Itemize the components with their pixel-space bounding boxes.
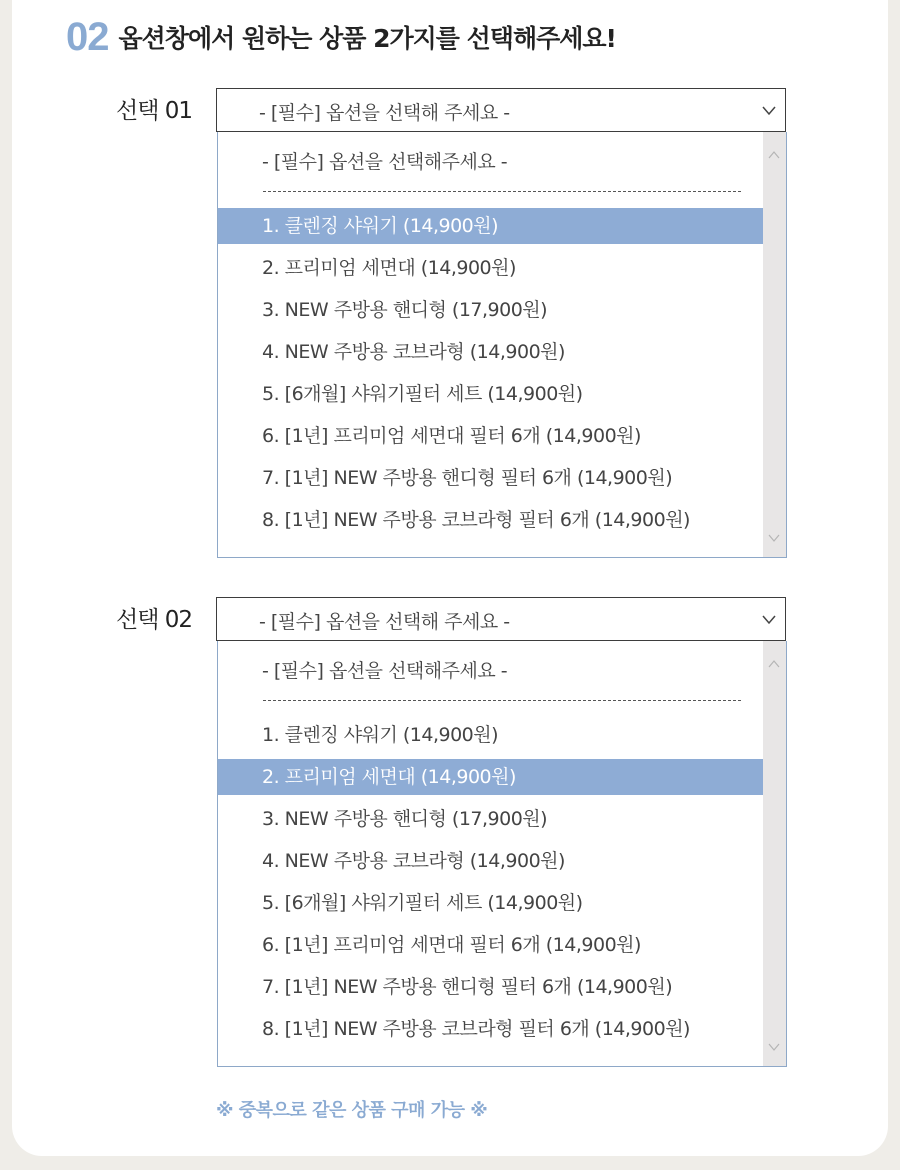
step-header bbox=[66, 14, 616, 60]
scroll-up-icon[interactable] bbox=[768, 659, 780, 669]
selector-label: 선택 01 bbox=[116, 98, 193, 124]
step-title: 옵션창에서 원하는 상품 2가지를 선택해주세요! bbox=[118, 24, 616, 53]
scroll-down-icon[interactable] bbox=[768, 533, 780, 543]
option-list-1 bbox=[217, 132, 787, 558]
placeholder-option[interactable]: - [필수] 옵션을 선택해주세요 - bbox=[262, 151, 508, 173]
scroll-down-icon[interactable] bbox=[768, 1042, 780, 1052]
option-item[interactable]: 6. [1년] 프리미엄 세면대 필터 6개 (14,900원) bbox=[262, 425, 641, 447]
step-number: 02 bbox=[66, 14, 109, 59]
option-select-1[interactable] bbox=[216, 88, 786, 132]
option-select-2[interactable] bbox=[216, 597, 786, 641]
scrollbar[interactable] bbox=[763, 132, 786, 557]
option-item[interactable]: 1. 클렌징 샤워기 (14,900원) bbox=[262, 724, 499, 746]
scroll-up-icon[interactable] bbox=[768, 150, 780, 160]
option-item[interactable]: 8. [1년] NEW 주방용 코브라형 필터 6개 (14,900원) bbox=[262, 1018, 690, 1040]
option-divider bbox=[263, 191, 741, 192]
select-current-value: - [필수] 옵션을 선택해 주세요 - bbox=[259, 102, 510, 124]
option-item[interactable]: 3. NEW 주방용 핸디형 (17,900원) bbox=[262, 808, 548, 830]
option-item[interactable]: 1. 클렌징 샤워기 (14,900원) bbox=[218, 208, 763, 244]
chevron-down-icon bbox=[761, 102, 777, 118]
option-list-2 bbox=[217, 641, 787, 1067]
option-item[interactable]: 4. NEW 주방용 코브라형 (14,900원) bbox=[262, 341, 565, 363]
option-divider bbox=[263, 700, 741, 701]
chevron-down-icon bbox=[761, 611, 777, 627]
option-item[interactable]: 6. [1년] 프리미엄 세면대 필터 6개 (14,900원) bbox=[262, 934, 641, 956]
select-current-value: - [필수] 옵션을 선택해 주세요 - bbox=[259, 611, 510, 633]
scrollbar[interactable] bbox=[763, 641, 786, 1066]
option-item[interactable]: 2. 프리미엄 세면대 (14,900원) bbox=[262, 257, 516, 279]
option-item[interactable]: 2. 프리미엄 세면대 (14,900원) bbox=[218, 759, 763, 795]
placeholder-option[interactable]: - [필수] 옵션을 선택해주세요 - bbox=[262, 660, 508, 682]
option-item[interactable]: 3. NEW 주방용 핸디형 (17,900원) bbox=[262, 299, 548, 321]
option-item[interactable]: 7. [1년] NEW 주방용 핸디형 필터 6개 (14,900원) bbox=[262, 976, 673, 998]
option-item[interactable]: 4. NEW 주방용 코브라형 (14,900원) bbox=[262, 850, 565, 872]
option-item[interactable]: 8. [1년] NEW 주방용 코브라형 필터 6개 (14,900원) bbox=[262, 509, 690, 531]
selector-label: 선택 02 bbox=[116, 607, 193, 633]
option-item[interactable]: 5. [6개월] 샤워기필터 세트 (14,900원) bbox=[262, 892, 583, 914]
option-item[interactable]: 5. [6개월] 샤워기필터 세트 (14,900원) bbox=[262, 383, 583, 405]
footnote: ※ 중복으로 같은 상품 구매 가능 ※ bbox=[216, 1100, 488, 1121]
option-item[interactable]: 7. [1년] NEW 주방용 핸디형 필터 6개 (14,900원) bbox=[262, 467, 673, 489]
